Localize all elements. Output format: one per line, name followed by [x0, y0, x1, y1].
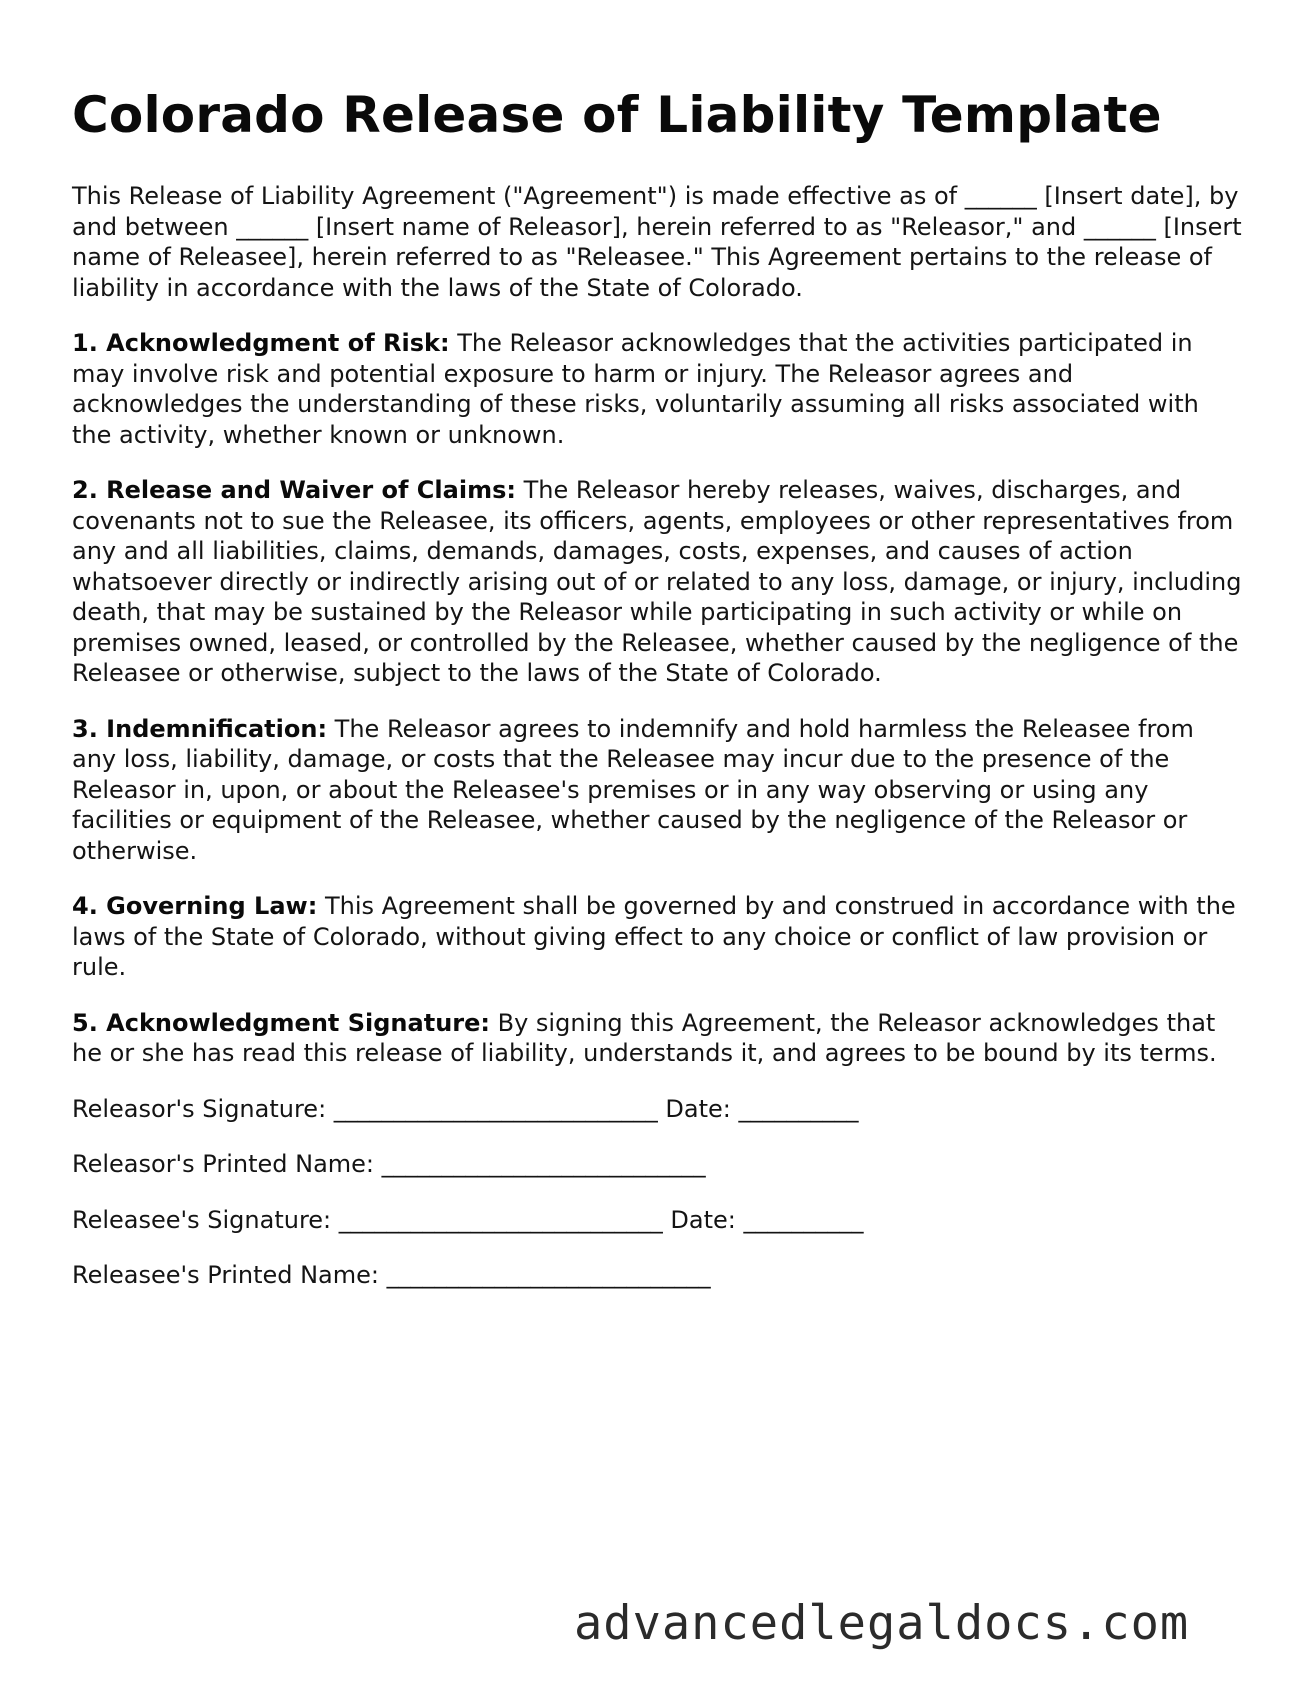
section-text: By signing this Agreement, the Releasor acknowledges that he or she has read this release of liability, understands it, and agrees to be bound by its terms.	[72, 1008, 1217, 1067]
section-text: The Releasor agrees to indemnify and hold harmless the Releasee from any loss, liability, damage, or costs that the Releasee may incur due to the presence of the Releasor in, upon, or about the Releasee's premises or in any way observing or using any facilities or equipment of the Releasee, whether caused by the negligence of the Releasor or otherwise.	[72, 714, 1194, 865]
releasor-printed-name-line: Releasor's Printed Name: ___________________________	[72, 1150, 706, 1178]
section-indemnification	[72, 714, 1242, 867]
section-label: 5. Acknowledgment Signature:	[72, 1008, 490, 1037]
section-label: 4. Governing Law:	[72, 892, 318, 920]
section-release-and-waiver	[72, 475, 1242, 689]
releasor-signature-line: Releasor's Signature: ___________________________ Date: __________	[72, 1094, 859, 1123]
section-text: The Releasor hereby releases, waives, discharges, and covenants not to sue the Releasee, its officers, agents, employees or other representatives from any and all liabilities, claims, demands, damages, costs, expenses, and causes of action whatsoever directly or indirectly arising out of or related to any loss, damage, or injury, including death, that may be sustained by the Releasor while participating in such activity or while on premises owned, leased, or controlled by the Releasee, whether caused by the negligence of the Releasee or otherwise, subject to the laws of the State of Colorado.	[72, 476, 1242, 687]
section-label: 1. Acknowledgment of Risk:	[72, 329, 450, 357]
releasee-signature-line: Releasee's Signature: ___________________________ Date: __________	[72, 1205, 864, 1234]
section-text: This Agreement shall be governed by and construed in accordance with the laws of the State of Colorado, without giving effect to any choice or conflict of law provision or rule.	[72, 892, 1236, 981]
releasee-printed-name-line: Releasee's Printed Name: ___________________________	[72, 1261, 711, 1289]
document-title: Colorado Release of Liability Template	[72, 86, 1162, 144]
section-acknowledgment-signature	[72, 1008, 1242, 1069]
section-label: 2. Release and Waiver of Claims:	[72, 476, 516, 504]
section-acknowledgment-of-risk	[72, 328, 1242, 450]
document-page	[72, 88, 1242, 1316]
section-label: 3. Indemnification:	[72, 714, 328, 743]
section-text: The Releasor acknowledges that the activities participated in may involve risk and potential exposure to harm or injury. The Releasor agrees and acknowledges the understanding of these risks, voluntarily assuming all risks associated with the activity, whether known or unknown.	[72, 329, 1199, 449]
section-governing-law	[72, 891, 1242, 983]
site-watermark: advancedlegaldocs.com	[574, 1596, 1190, 1651]
intro-paragraph: This Release of Liability Agreement ("Agreement") is made effective as of ______ [Insert date], by and between ______ [Insert name of Releasor], herein referred to as "Releasor," and ______ [Insert name of Releasee], herein referred to as "Releasee." This Agreement pertains to the release of liability in accordance with the laws of the State of Colorado.	[72, 182, 1242, 302]
